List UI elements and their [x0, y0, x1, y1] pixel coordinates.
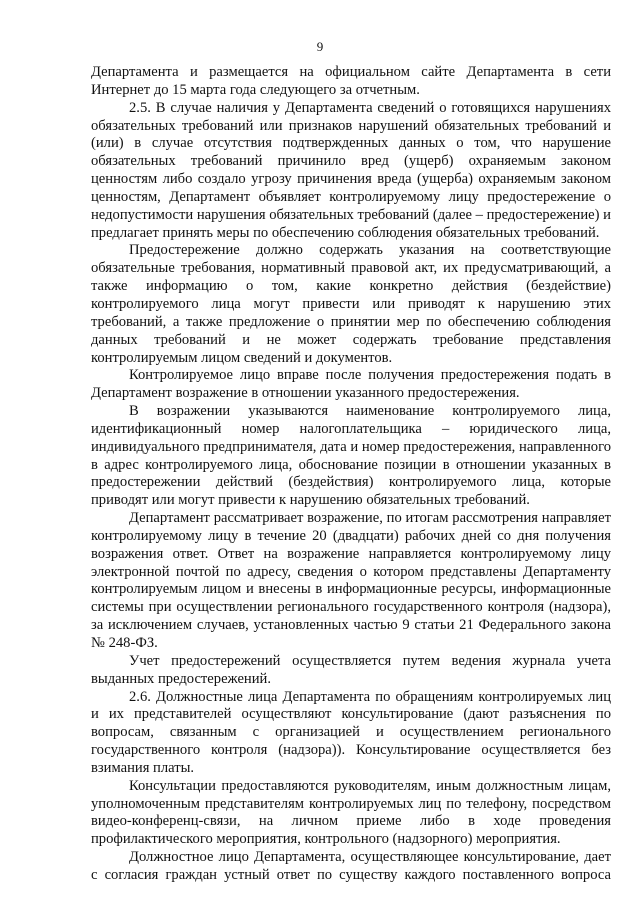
paragraph-objection-review: Департамент рассматривает возражение, по итогам рассмотрения направляет контролируемому лицу в течение 20 (двадцати) рабочих дней со дня получения возражения ответ. Ответ на возражение направляется контролируемому лицу электронной почтой по адресу, сведения о котором представлены Департаменту контролируемым лицом и внесены в информационные ресурсы, информационные системы при осуществлении регионального государственного контроля (надзора), за исключением случаев, установленных частью 9 статьи 21 Федерального закона № 248-ФЗ.	[91, 510, 611, 651]
paragraph-2-6: 2.6. Должностные лица Департамента по обращениям контролируемых лиц и их представителей осуществляют консультирование (дают разъяснения по вопросам, связанным с организацией и осуществлением регионального государственного контроля (надзора)). Консультирование осуществляется без взимания платы.	[91, 688, 611, 776]
paragraph-warning-content: Предостережение должно содержать указания на соответствующие обязательные требования, нормативный правовой акт, их предусматривающий, а также информацию о том, какие конкретно действия (бездействие) контролируемого лица могут привести или приводят к нарушению этих требований, а также предложение о принятии мер по обеспечению соблюдения данных требований и не может содержать требование представления контролируемым лицом сведений и документов.	[91, 242, 611, 366]
paragraph-warning-registry: Учет предостережений осуществляется путем ведения журнала учета выданных предостережений.	[91, 652, 611, 687]
paragraph-objection-right: Контролируемое лицо вправе после получения предостережения подать в Департамент возражение в отношении указанного предостережения.	[91, 367, 611, 402]
paragraph-consultation-channels: Консультации предоставляются руководителям, иным должностным лицам, уполномоченным представителям контролируемых лиц по телефону, посредством видео-конференц-связи, на личном приеме либо в ходе проведения профилактического мероприятия, контрольного (надзорного) мероприятия.	[91, 777, 611, 848]
paragraph-2-5: 2.5. В случае наличия у Департамента сведений о готовящихся нарушениях обязательных требований или признаков нарушений обязательных требований и (или) в случае отсутствия подтвержденных данных о том, что нарушение обязательных требований причинило вред (ущерб) охраняемым законом ценностям либо создало угрозу причинения вреда (ущерба) охраняемым законом ценностям, Департамент объявляет контролируемому лицу предостережение о недопустимости нарушения обязательных требований (далее – предостережение) и предлагает принять меры по обеспечению соблюдения обязательных требований.	[91, 99, 611, 241]
paragraph-objection-content: В возражении указываются наименование контролируемого лица, идентификационный номер налогоплательщика – юридического лица, индивидуального предпринимателя, дата и номер предостережения, направленного в адрес контролируемого лица, обоснование позиции в отношении указанных в предостережении действий (бездействия) контролируемого лица, которые приводят или могут привести к нарушению обязательных требований.	[91, 403, 611, 509]
document-body	[91, 64, 611, 885]
paragraph-continuation: Департамента и размещается на официальном сайте Департамента в сети Интернет до 15 марта года следующего за отчетным.	[91, 64, 611, 98]
page-number: 9	[316, 39, 324, 54]
paragraph-consultation-answer: Должностное лицо Департамента, осуществляющее консультирование, дает с согласия граждан устный ответ по существу каждого поставленного вопроса	[91, 849, 611, 883]
